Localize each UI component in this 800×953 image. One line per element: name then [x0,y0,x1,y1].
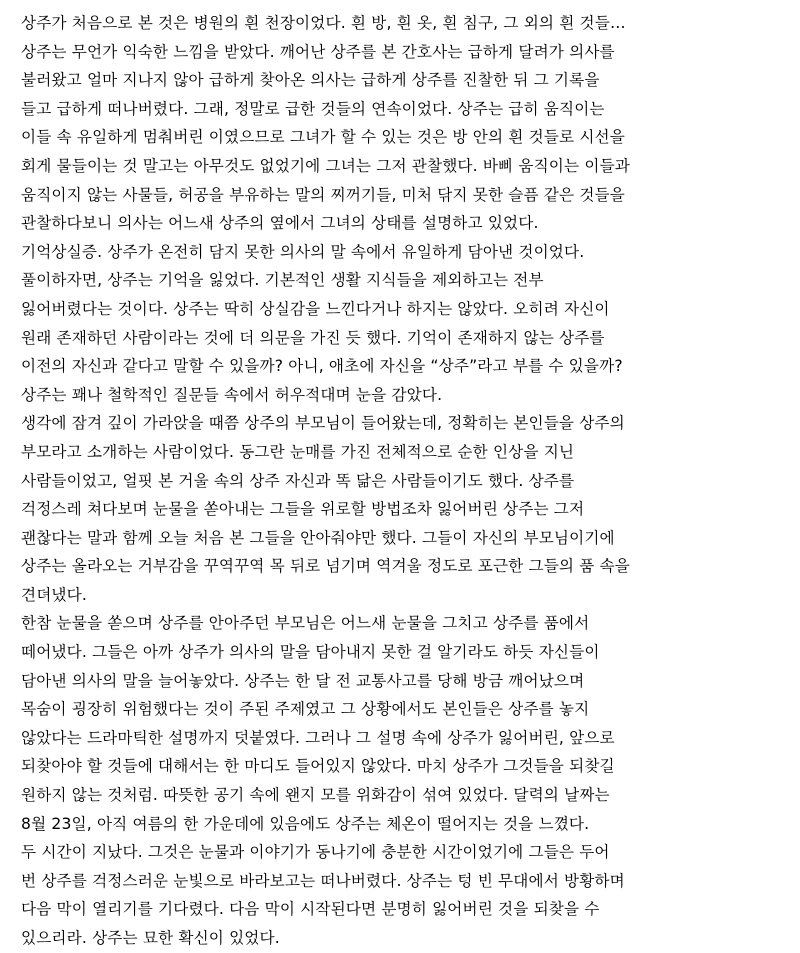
text-line: 상주는 꽤나 철학적인 질문들 속에서 허우적대며 눈을 감았다. [21,385,443,404]
text-line: 움직이지 않는 사물들, 허공을 부유하는 말의 찌꺼기들, 미처 닦지 못한 슬픔 같은 것들을 [21,185,625,204]
text-line: 괜찮다는 말과 함께 오늘 처음 본 그들을 안아줘야만 했다. 그들이 자신의 부모님이기에 [21,528,615,547]
text-line: 되찾아야 할 것들에 대해서는 한 마디도 들어있지 않았다. 마치 상주가 그것들을 되찾길 [21,757,615,776]
text-line: 번 상주를 걱정스러운 눈빛으로 바라보고는 떠나버렸다. 상주는 텅 빈 무대에서 방황하며 [21,871,625,890]
text-line: 상주는 무언가 익숙한 느낌을 받았다. 깨어난 상주를 본 간호사는 급하게 달려가 의사를 [21,42,615,61]
text-line: 원래 존재하던 사람이라는 것에 더 의문을 가진 듯 했다. 기억이 존재하지 않는 상주를 [21,328,605,347]
text-line: 상주는 올라오는 거부감을 꾸역꾸역 목 뒤로 넘기며 역겨울 정도로 포근한 그들의 품 속을 [21,557,630,576]
text-line: 한참 눈물을 쏟으며 상주를 안아주던 부모님은 어느새 눈물을 그치고 상주를 품에서 [21,614,590,633]
text-line: 이들 속 유일하게 멈춰버린 이였으므로 그녀가 할 수 있는 것은 방 안의 흰 것들로 시선을 [21,128,625,147]
text-line: 이전의 자신과 같다고 말할 수 있을까? 아니, 애초에 자신을 “상주”라고 부를 수 있을까? [21,357,623,376]
text-line: 생각에 잠겨 깊이 가라앉을 때쯤 상주의 부모님이 들어왔는데, 정확히는 본인들을 상주의 [21,414,625,433]
text-line: 사람들이었고, 얼핏 본 거울 속의 상주 자신과 똑 닮은 사람들이기도 했다. 상주를 [21,471,575,490]
text-line: 기억상실증. 상주가 온전히 담지 못한 의사의 말 속에서 유일하게 담아낸 것이었다. [21,242,585,261]
text-line: 8월 23일, 아직 여름의 한 가운데에 있음에도 상주는 체온이 떨어지는 것을 느꼈다. [21,814,590,833]
text-line: 불러왔고 얼마 지나지 않아 급하게 찾아온 의사는 급하게 상주를 진찰한 뒤 그 기록을 [21,71,600,90]
text-line: 다음 막이 열리기를 기다렸다. 다음 막이 시작된다면 분명히 잃어버린 것을 되찾을 수 [21,900,600,919]
text-line: 잃어버렸다는 것이다. 상주는 딱히 상실감을 느낀다거나 하지는 않았다. 오히려 자신이 [21,299,610,318]
text-line: 않았다는 드라마틱한 설명까지 덧붙였다. 그러나 그 설명 속에 상주가 잃어버린, 앞으로 [21,728,615,747]
text-line: 원하지 않는 것처럼. 따뜻한 공기 속에 왠지 모를 위화감이 섞여 있었다. 달력의 날짜는 [21,786,610,805]
text-line: 담아낸 의사의 말을 늘어놓았다. 상주는 한 달 전 교통사고를 당해 방금 깨어났으며 [21,671,585,690]
text-line: 회게 물들이는 것 말고는 아무것도 없었기에 그녀는 그저 관찰했다. 바삐 움직이는 이들과 [21,156,630,175]
text-line: 떼어냈다. 그들은 아까 상주가 의사의 말을 담아내지 못한 걸 알기라도 하듯 자신들이 [21,643,600,662]
text-line: 걱정스레 쳐다보며 눈물을 쏟아내는 그들을 위로할 방법조차 잃어버린 상주는 그저 [21,500,585,519]
text-line: 관찰하다보니 의사는 어느새 상주의 옆에서 그녀의 상태를 설명하고 있었다. [21,214,539,233]
text-line: 두 시간이 지났다. 그것은 눈물과 이야기가 동나기에 충분한 시간이었기에 그들은 두어 [21,843,610,862]
text-line: 상주가 처음으로 본 것은 병원의 흰 천장이었다. 흰 방, 흰 옷, 흰 침구, 그 외의 흰 것들… [21,14,626,32]
text-line: 있으리라. 상주는 묘한 확신이 있었다. [21,929,280,947]
text-line: 풀이하자면, 상주는 기억을 잃었다. 기본적인 생활 지식들을 제외하고는 전부 [21,271,544,290]
text-line: 견뎌냈다. [21,585,87,604]
text-line: 목숨이 굉장히 위험했다는 것이 주된 주제였고 그 상황에서도 본인들은 상주를 놓지 [21,700,590,719]
text-line: 부모라고 소개하는 사람이었다. 동그란 눈매를 가진 전체적으로 순한 인상을 지닌 [21,442,575,461]
text-line: 들고 급하게 떠나버렸다. 그래, 정말로 급한 것들의 연속이었다. 상주는 급히 움직이는 [21,99,605,118]
